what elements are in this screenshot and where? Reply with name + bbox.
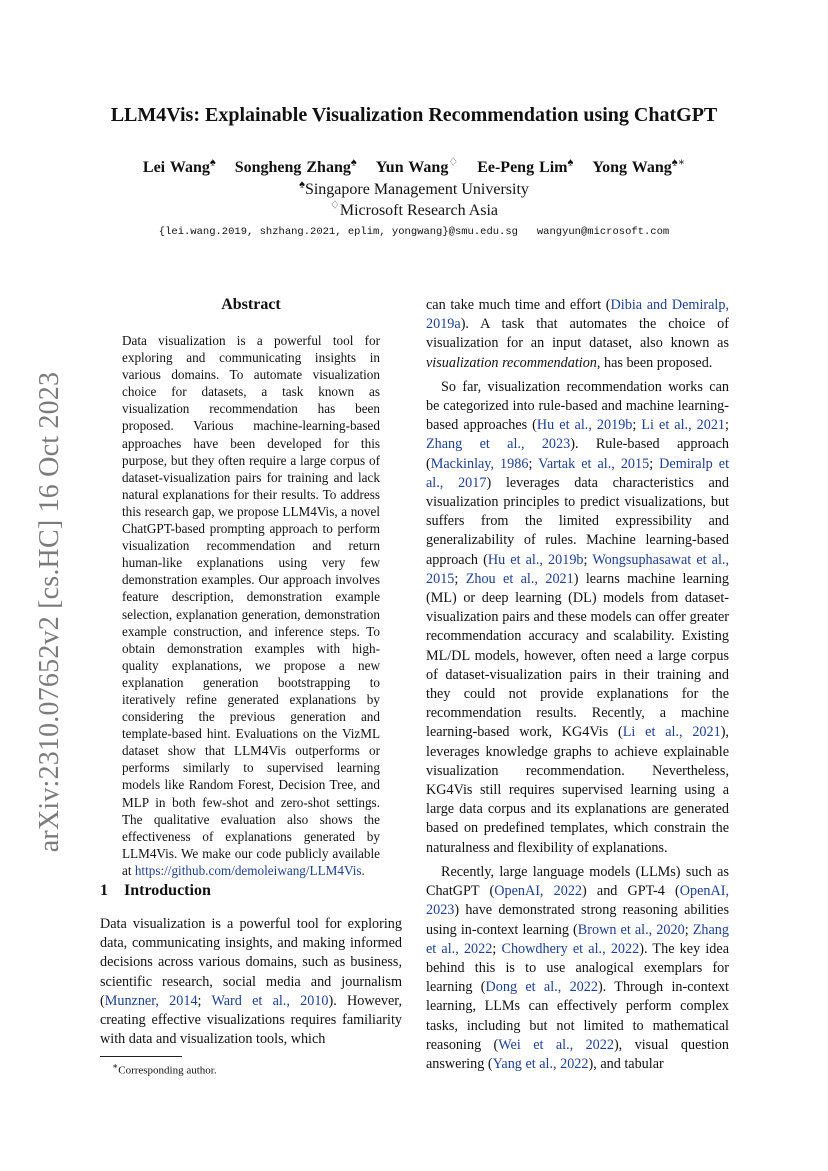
- footnote: ∗Corresponding author.: [112, 1061, 217, 1077]
- citation-link[interactable]: Wei et al., 2022: [498, 1036, 614, 1053]
- citation-link[interactable]: Dong et al., 2022: [485, 979, 598, 996]
- body-paragraph: can take much time and effort (Dibia and Demiralp, 2019a). A task that automates the choice of visualization for an input dataset, also known as visualization recommendation, has been proposed.: [426, 297, 729, 371]
- citation-link[interactable]: Ward et al., 2010: [211, 992, 329, 1009]
- citation-link[interactable]: Brown et al., 2020: [577, 921, 685, 938]
- author-name: Lei Wang♠: [142, 156, 216, 176]
- author-name: Songheng Zhang♠: [234, 156, 357, 176]
- citation-link[interactable]: Li et al., 2021: [641, 417, 726, 434]
- citation-link[interactable]: OpenAI, 2022: [494, 883, 583, 900]
- footnote-divider: [100, 1056, 182, 1057]
- abstract-heading: Abstract: [221, 296, 281, 313]
- author-name: Ee-Peng Lim♠: [477, 156, 574, 176]
- citation-link[interactable]: Demiralp et al., 2017: [426, 455, 730, 491]
- section-heading-introduction: 1 Introduction: [100, 882, 211, 899]
- intro-paragraph: Data visualization is a powerful tool for exploring data, communicating insights, and making informed decisions across various domains, such as business, scientific research, social media and journalism (Munzner, 2014; Ward et al., 2010). However, creating effective visualizations requires familiarity with data and visualization tools, which: [100, 916, 403, 1048]
- arxiv-identifier: arXiv:2310.07652v2 [cs.HC] 16 Oct 2023: [34, 371, 65, 853]
- citation-link[interactable]: OpenAI, 2023: [426, 883, 729, 919]
- author-name: Yun Wang♢: [375, 156, 459, 176]
- citation-link[interactable]: Hu et al., 2019b: [536, 417, 633, 434]
- abstract-body: Data visualization is a powerful tool for exploring and communicating insights in various domains. To automate visualization choice for datasets, a task known as visualization recommendation has been proposed. Various machine-learning-based approaches have been developed for this purpose, but they often require a large corpus of dataset-visualization pairs for training and lack natural explanations for their results. To address this research gap, we propose LLM4Vis, a novel ChatGPT-based prompting approach to perform visualization recommendation and return human-like explanations using very few demonstration examples. Our approach involves feature description, demonstration example selection, explanation generation, demonstration example construction, and inference steps. To obtain demonstration examples with high-quality explanations, we propose a new explanation generation bootstrapping to iteratively refine generated explanations by considering the previous generation and template-based hint. Evaluations on the VizML dataset show that LLM4Vis outperforms or performs similarly to supervised learning models like Random Forest, Decision Tree, and MLP in both few-shot and zero-shot settings. The qualitative evaluation also shows the effectiveness of explanations generated by LLM4Vis. We make our code publicly available at https://github.com/demoleiwang/LLM4Vis.: [122, 333, 380, 878]
- body-paragraph: Recently, large language models (LLMs) such as ChatGPT (OpenAI, 2022) and GPT-4 (OpenAI, 2023) have demonstrated strong reasoning abilities using in-context learning (Brown et al., 2020; Zhang et al., 2022; Chowdhery et al., 2022). The key idea behind this is to use analogical exemplars for learning (Dong et al., 2022). Through in-context learning, LLMs can effectively perform complex tasks, including but not limited to mathematical reasoning (Wei et al., 2022), visual question answering (Yang et al., 2022), and tabular: [426, 863, 729, 1072]
- citation-link[interactable]: Wongsuphasawat et al., 2015: [426, 551, 730, 587]
- author-list: [0, 156, 828, 177]
- code-repository-link[interactable]: https://github.com/demoleiwang/LLM4Vis: [134, 862, 362, 878]
- citation-link[interactable]: Chowdhery et al., 2022: [501, 940, 640, 957]
- paper-title: LLM4Vis: Explainable Visualization Recommendation using ChatGPT: [110, 104, 718, 126]
- citation-link[interactable]: Hu et al., 2019b: [487, 551, 584, 568]
- citation-link[interactable]: Zhang et al., 2023: [426, 436, 571, 453]
- body-paragraph: So far, visualization recommendation works can be categorized into rule-based and machine learning-based approaches (Hu et al., 2019b; Li et al., 2021; Zhang et al., 2023). Rule-based approach (Mackinlay, 1986; Vartak et al., 2015; Demiralp et al., 2017) leverages data characteristics and visualization principles to predict visualizations, but suffers from the limited expressibility and generalizability of rules. Machine learning-based approach (Hu et al., 2019b; Wongsuphasawat et al., 2015; Zhou et al., 2021) learns machine learning (ML) or deep learning (DL) models from dataset-visualization pairs and these models can offer greater recommendation accuracy and scalability. Existing ML/DL models, however, often need a large corpus of dataset-visualization pairs in their training and they could not provide explanations for the recommendation results. Recently, a machine learning-based work, KG4Vis (Li et al., 2021), leverages knowledge graphs to achieve explainable visualization recommendation. Nevertheless, KG4Vis still requires supervised learning using a large data corpus and its explanations are generated based on predefined templates, which constrain the naturalness and flexibility of explanations.: [426, 378, 730, 856]
- citation-link[interactable]: Zhou et al., 2021: [465, 570, 574, 587]
- affiliation-msra: ♢Microsoft Research Asia: [329, 199, 499, 219]
- author-emails: {lei.wang.2019, shzhang.2021, eplim, yongwang}@smu.edu.sg wangyun@microsoft.com: [158, 226, 670, 238]
- author-name: Yong Wang♠∗: [592, 156, 686, 176]
- affiliation-smu: ♠Singapore Management University: [299, 178, 529, 198]
- citation-link[interactable]: Li et al., 2021: [622, 724, 721, 741]
- citation-link[interactable]: Yang et al., 2022: [492, 1055, 589, 1072]
- citation-link[interactable]: Zhang et al., 2022: [426, 921, 729, 957]
- citation-link[interactable]: Vartak et al., 2015: [538, 455, 650, 472]
- citation-link[interactable]: Mackinlay, 1986: [430, 455, 529, 472]
- citation-link[interactable]: Dibia and Demiralp, 2019a: [426, 297, 729, 333]
- right-column: [426, 296, 729, 1079]
- citation-link[interactable]: Munzner, 2014: [104, 992, 198, 1009]
